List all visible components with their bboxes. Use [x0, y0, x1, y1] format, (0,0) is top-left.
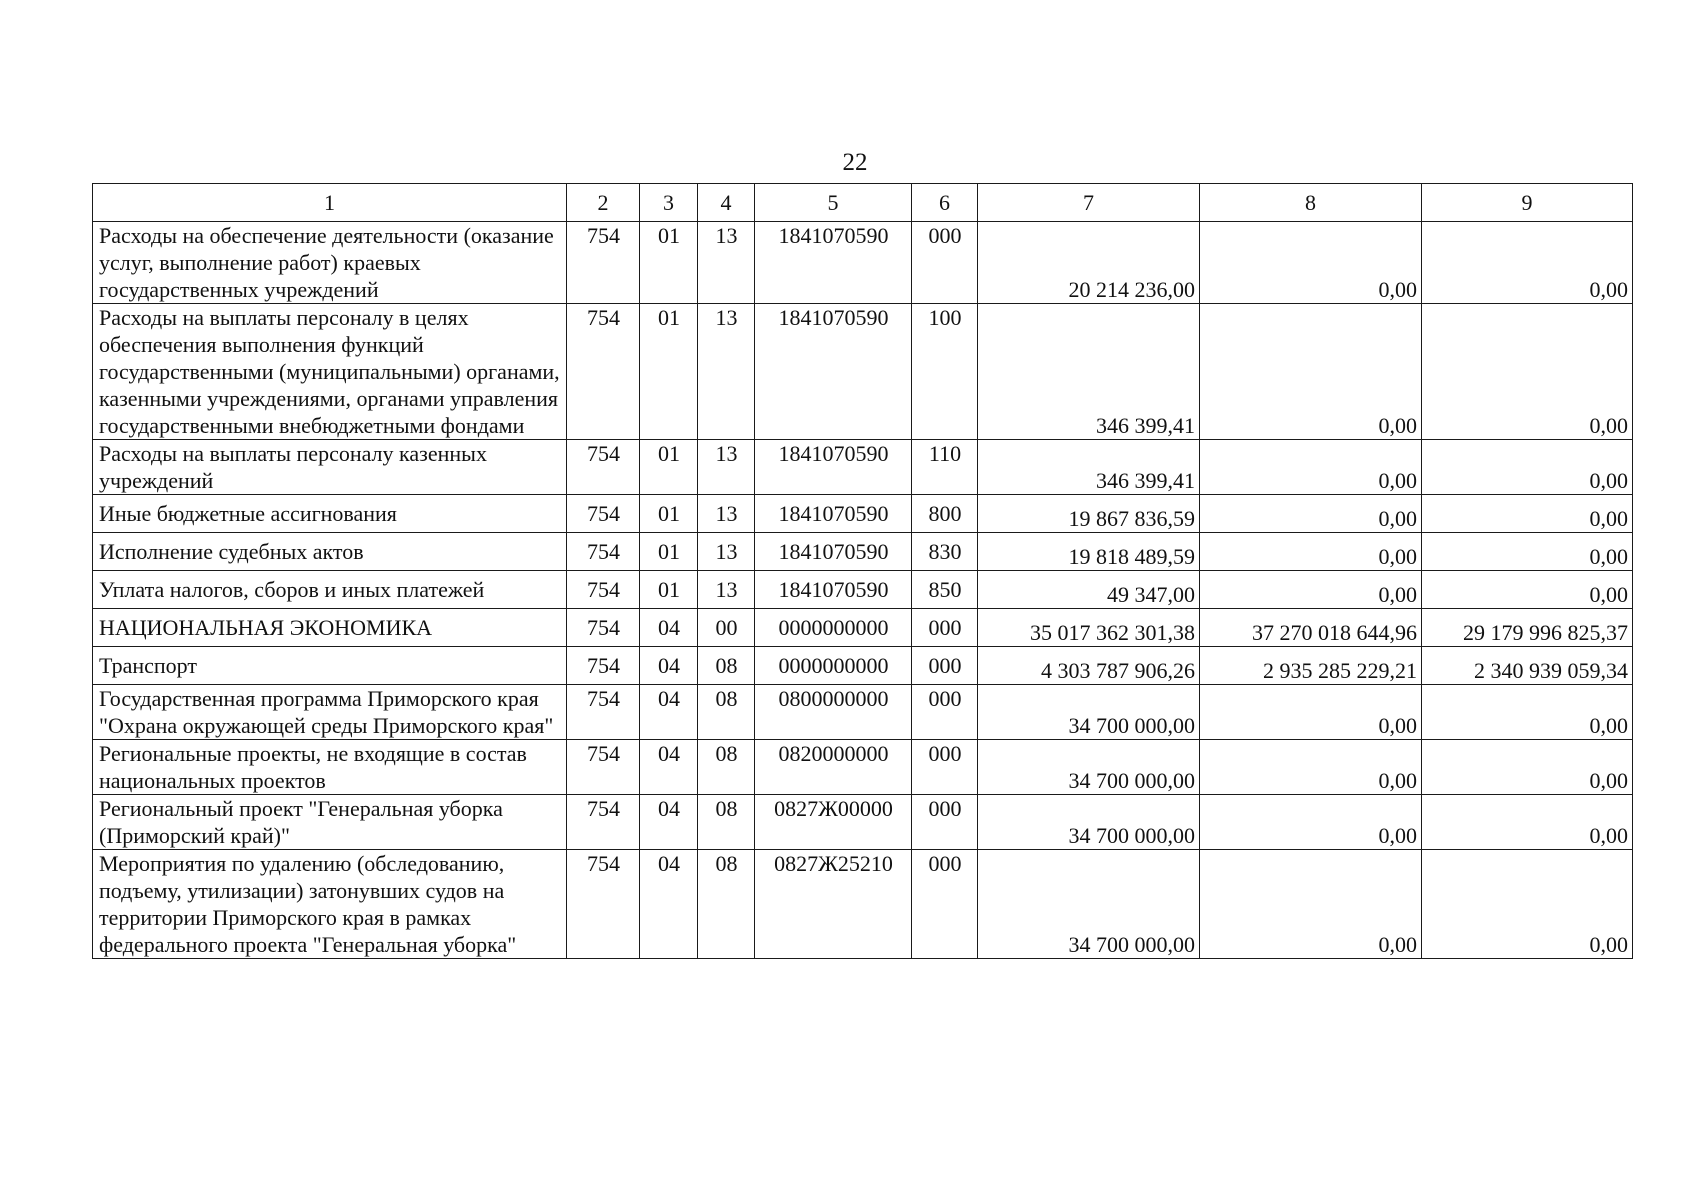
row-code-section: 04 — [640, 647, 698, 685]
row-amount-col7: 19 818 489,59 — [978, 533, 1200, 571]
row-code-section: 04 — [640, 685, 698, 740]
row-amount-col7: 34 700 000,00 — [978, 795, 1200, 850]
row-code-ministry: 754 — [567, 533, 640, 571]
row-amount-col8: 0,00 — [1200, 740, 1422, 795]
row-code-subsection: 08 — [698, 685, 755, 740]
row-name: Иные бюджетные ассигнования — [93, 495, 567, 533]
row-amount-col7: 4 303 787 906,26 — [978, 647, 1200, 685]
row-name: Расходы на выплаты персоналу в целях обеспечения выполнения функций государственными (муниципальными) органами, казенными учреждениями, органами управления государственными внебюджетными фондами — [93, 304, 567, 440]
row-amount-col9: 0,00 — [1422, 440, 1633, 495]
row-code-subsection: 00 — [698, 609, 755, 647]
row-code-section: 04 — [640, 740, 698, 795]
row-name: Расходы на обеспечение деятельности (оказание услуг, выполнение работ) краевых государственных учреждений — [93, 222, 567, 304]
table-row — [93, 495, 1633, 533]
column-header: 2 — [567, 184, 640, 222]
row-code-expense-type: 000 — [912, 685, 978, 740]
row-code-expense-type: 830 — [912, 533, 978, 571]
row-amount-col7: 34 700 000,00 — [978, 685, 1200, 740]
table-row — [93, 685, 1633, 740]
row-name: НАЦИОНАЛЬНАЯ ЭКОНОМИКА — [93, 609, 567, 647]
row-code-expense-type: 110 — [912, 440, 978, 495]
row-amount-col8: 2 935 285 229,21 — [1200, 647, 1422, 685]
row-code-expense-type: 000 — [912, 740, 978, 795]
row-amount-col8: 0,00 — [1200, 222, 1422, 304]
row-amount-col9: 0,00 — [1422, 795, 1633, 850]
row-name: Расходы на выплаты персоналу казенных учреждений — [93, 440, 567, 495]
row-name: Региональный проект "Генеральная уборка (Приморский край)" — [93, 795, 567, 850]
row-amount-col8: 0,00 — [1200, 495, 1422, 533]
row-amount-col8: 37 270 018 644,96 — [1200, 609, 1422, 647]
column-header: 8 — [1200, 184, 1422, 222]
row-code-target: 1841070590 — [755, 571, 912, 609]
row-amount-col7: 34 700 000,00 — [978, 740, 1200, 795]
row-code-target: 1841070590 — [755, 495, 912, 533]
row-code-target: 0000000000 — [755, 609, 912, 647]
row-amount-col7: 20 214 236,00 — [978, 222, 1200, 304]
table-row — [93, 222, 1633, 304]
table-row — [93, 850, 1633, 959]
table-row — [93, 533, 1633, 571]
row-code-subsection: 08 — [698, 795, 755, 850]
row-code-section: 01 — [640, 304, 698, 440]
column-header: 3 — [640, 184, 698, 222]
column-header: 5 — [755, 184, 912, 222]
row-code-ministry: 754 — [567, 609, 640, 647]
row-code-expense-type: 800 — [912, 495, 978, 533]
row-amount-col9: 0,00 — [1422, 685, 1633, 740]
table-row — [93, 571, 1633, 609]
column-header: 4 — [698, 184, 755, 222]
row-code-target: 0820000000 — [755, 740, 912, 795]
row-code-ministry: 754 — [567, 304, 640, 440]
row-code-section: 01 — [640, 571, 698, 609]
row-code-subsection: 13 — [698, 440, 755, 495]
page-number: 22 — [842, 149, 868, 176]
row-code-subsection: 13 — [698, 495, 755, 533]
row-code-expense-type: 850 — [912, 571, 978, 609]
row-amount-col7: 49 347,00 — [978, 571, 1200, 609]
row-code-subsection: 08 — [698, 740, 755, 795]
row-code-expense-type: 000 — [912, 222, 978, 304]
table-row — [93, 647, 1633, 685]
table-row — [93, 740, 1633, 795]
row-code-subsection: 13 — [698, 571, 755, 609]
row-code-ministry: 754 — [567, 222, 640, 304]
row-amount-col7: 19 867 836,59 — [978, 495, 1200, 533]
column-header: 9 — [1422, 184, 1633, 222]
row-code-ministry: 754 — [567, 740, 640, 795]
row-code-expense-type: 000 — [912, 647, 978, 685]
row-amount-col8: 0,00 — [1200, 571, 1422, 609]
row-code-ministry: 754 — [567, 685, 640, 740]
row-amount-col7: 346 399,41 — [978, 440, 1200, 495]
column-header: 6 — [912, 184, 978, 222]
row-code-target: 0800000000 — [755, 685, 912, 740]
row-code-target: 0000000000 — [755, 647, 912, 685]
row-code-target: 1841070590 — [755, 533, 912, 571]
row-code-section: 01 — [640, 533, 698, 571]
row-code-section: 01 — [640, 440, 698, 495]
row-code-expense-type: 100 — [912, 304, 978, 440]
table-row — [93, 440, 1633, 495]
row-code-subsection: 13 — [698, 222, 755, 304]
row-code-ministry: 754 — [567, 795, 640, 850]
row-code-target: 0827Ж25210 — [755, 850, 912, 959]
row-name: Уплата налогов, сборов и иных платежей — [93, 571, 567, 609]
row-amount-col9: 0,00 — [1422, 304, 1633, 440]
row-code-section: 01 — [640, 495, 698, 533]
row-code-ministry: 754 — [567, 647, 640, 685]
row-amount-col9: 0,00 — [1422, 495, 1633, 533]
row-amount-col8: 0,00 — [1200, 685, 1422, 740]
budget-table — [92, 183, 1633, 959]
row-code-target: 1841070590 — [755, 440, 912, 495]
row-name: Государственная программа Приморского края "Охрана окружающей среды Приморского края" — [93, 685, 567, 740]
row-code-section: 04 — [640, 850, 698, 959]
row-code-expense-type: 000 — [912, 850, 978, 959]
row-code-subsection: 08 — [698, 850, 755, 959]
row-code-section: 04 — [640, 795, 698, 850]
row-amount-col9: 0,00 — [1422, 850, 1633, 959]
row-amount-col8: 0,00 — [1200, 533, 1422, 571]
row-code-target: 1841070590 — [755, 304, 912, 440]
row-code-ministry: 754 — [567, 495, 640, 533]
column-header: 7 — [978, 184, 1200, 222]
row-name: Транспорт — [93, 647, 567, 685]
row-name: Региональные проекты, не входящие в состав национальных проектов — [93, 740, 567, 795]
row-code-subsection: 13 — [698, 533, 755, 571]
row-code-expense-type: 000 — [912, 795, 978, 850]
row-code-ministry: 754 — [567, 571, 640, 609]
row-code-ministry: 754 — [567, 850, 640, 959]
row-amount-col9: 0,00 — [1422, 571, 1633, 609]
column-header: 1 — [93, 184, 567, 222]
row-code-section: 01 — [640, 222, 698, 304]
row-amount-col9: 0,00 — [1422, 740, 1633, 795]
row-code-subsection: 13 — [698, 304, 755, 440]
row-amount-col9: 2 340 939 059,34 — [1422, 647, 1633, 685]
row-code-target: 0827Ж00000 — [755, 795, 912, 850]
row-amount-col9: 29 179 996 825,37 — [1422, 609, 1633, 647]
row-code-subsection: 08 — [698, 647, 755, 685]
row-amount-col9: 0,00 — [1422, 533, 1633, 571]
row-code-ministry: 754 — [567, 440, 640, 495]
row-amount-col7: 35 017 362 301,38 — [978, 609, 1200, 647]
row-name: Мероприятия по удалению (обследованию, подъему, утилизации) затонувших судов на территории Приморского края в рамках федерального проекта "Генеральная уборка" — [93, 850, 567, 959]
row-amount-col8: 0,00 — [1200, 850, 1422, 959]
row-name: Исполнение судебных актов — [93, 533, 567, 571]
row-amount-col7: 346 399,41 — [978, 304, 1200, 440]
table-row — [93, 795, 1633, 850]
row-amount-col8: 0,00 — [1200, 304, 1422, 440]
row-code-expense-type: 000 — [912, 609, 978, 647]
row-code-section: 04 — [640, 609, 698, 647]
row-amount-col7: 34 700 000,00 — [978, 850, 1200, 959]
table-row — [93, 304, 1633, 440]
row-amount-col9: 0,00 — [1422, 222, 1633, 304]
row-code-target: 1841070590 — [755, 222, 912, 304]
table-header-row — [93, 184, 1633, 222]
table-row — [93, 609, 1633, 647]
row-amount-col8: 0,00 — [1200, 440, 1422, 495]
row-amount-col8: 0,00 — [1200, 795, 1422, 850]
